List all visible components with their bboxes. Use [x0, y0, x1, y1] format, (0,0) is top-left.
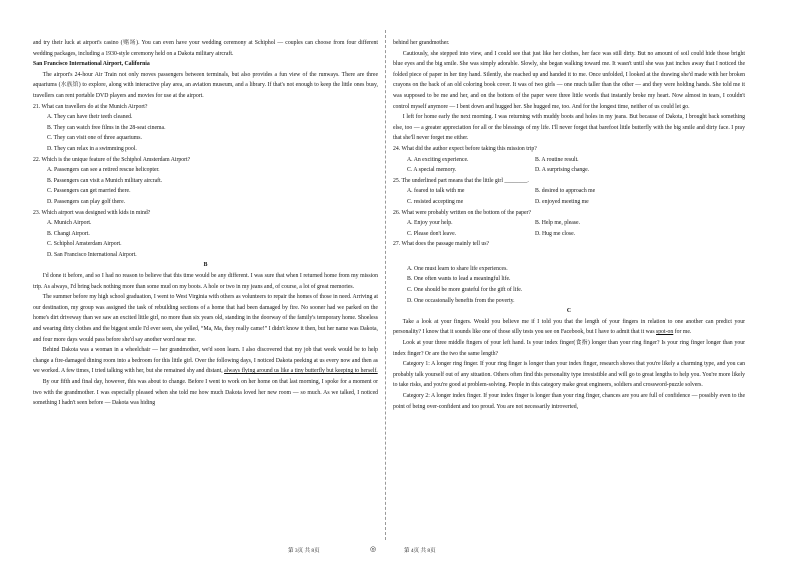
spacer [393, 250, 745, 264]
page-number-right: 第 4页 共 8页 [404, 548, 436, 554]
q26-option-c[interactable]: C. Please don't leave. [407, 230, 457, 237]
right-column [393, 38, 745, 412]
q27-option-d[interactable]: D. One occasionally benefits from the poverty. [407, 297, 515, 304]
q23-option-a[interactable]: A. Munich Airport. [47, 220, 92, 227]
q21-option-d[interactable]: D. They can relax in a swimming pool. [47, 145, 137, 152]
q26-option-d[interactable]: D. Hug me close. [535, 230, 576, 237]
passage-c-paragraph-2: Look at your three middle fingers of your left hand. Is your index finger(食指) longer than your ring finger? Is your ring finger longer than your index finger? Or are the two the same length? [393, 340, 745, 357]
q26-option-a[interactable]: A. Enjoy your help. [407, 220, 453, 227]
column-divider [385, 30, 386, 540]
section-c-heading: C [566, 308, 572, 315]
q25-options-2 [393, 197, 745, 208]
underlined-phrase: always flying around us like a tiny butterfly but keeping to herself. [224, 368, 378, 375]
passage-b-paragraph-1: I'd done it before, and so I had no reason to believe that this time would be any different. I was sure that when I returned home from my mission trip. As always, I'd bring back nothing more than some mud on my boots. A hole or two in my jeans and, of course, a lot of great memories. [33, 273, 378, 290]
page-number-left: 第 3页 共 8页 [288, 548, 320, 554]
question-22: 22. Which is the unique feature of the Schiphol Amsterdam Airport? [33, 156, 191, 163]
section-b-heading: B [203, 262, 208, 269]
question-21: 21. What can travellers do at the Munich Airport? [33, 103, 148, 110]
passage-b-paragraph-3-text: Behind Dakota was a woman in a wheelchair — her grandmother, we'd soon learn. I also discovered that my job that week would be to help change a fire-damaged dining room into a bedroom for this little girl. Over the following days, I noticed Dakota peeking at us every now and then as we worked. A few times, I tried talking with her, but she remained shy and distant, [33, 347, 378, 375]
q27-option-b[interactable]: B. One often wants to lead a meaningful life. [407, 276, 511, 283]
passage-b-paragraph-3 [33, 345, 378, 377]
q22-option-a[interactable]: A. Passengers can see a retired rescue helicopter. [47, 167, 160, 174]
q22-option-d[interactable]: D. Passengers can play golf there. [47, 198, 126, 205]
q24-option-c[interactable]: C. A special memory. [407, 167, 457, 174]
question-25: 25. The underlined part means that the little girl ________. [393, 177, 529, 184]
passage-b-paragraph-6: I left for home early the next morning. I was returning with muddy boots and holes in my jeans. But because of Dakota, I brought back something else, too — a greater appreciation for all or the blessings of my life. I'll never forget that barefoot little butterfly with the big smile and dirty face. I pray that she'll never forget me either. [393, 114, 745, 142]
passage-c-paragraph-1 [393, 317, 745, 338]
q25-option-c[interactable]: C. resisted accepting me [407, 198, 464, 205]
q26-options [393, 218, 745, 229]
question-24: 24. What did the author expect before taking this mission trip? [393, 145, 537, 152]
q21-option-c[interactable]: C. They can visit one of three aquariums. [47, 135, 142, 142]
q23-option-d[interactable]: D. San Francisco International Airport. [47, 251, 137, 258]
q23-option-c[interactable]: C. Schiphol Amsterdam Airport. [47, 241, 122, 248]
q21-option-b[interactable]: B. They can watch free films in the 28-seat cinema. [47, 124, 166, 131]
passage-c-paragraph-1-end: for me. [674, 329, 692, 336]
passage-c-paragraph-1-text: Take a look at your fingers. Would you believe me if I told you that the length of your fingers in relation to one another can predict your personality? I know that it sounds like one of those silly tests you see on Facebook, but I have to admit that it was [393, 318, 745, 336]
binding-mark-icon: ◎ [370, 545, 377, 553]
q24-option-b[interactable]: B. A routine result. [535, 156, 579, 163]
passage-b-paragraph-4: By our fifth and final day, however, this was about to change. Before I went to work on her home on that last morning, I spoke for a moment or two with the grandmother. I was especially pleased when she told me how much Dakota loved her new room — so much. As we talked, I noticed something I hadn't seen before — Dakota was hiding [33, 379, 378, 407]
q24-options [393, 155, 745, 166]
q25-options [393, 186, 745, 197]
q21-option-a[interactable]: A. They can have their teeth cleaned. [47, 114, 133, 121]
q25-option-a[interactable]: A. feared to talk with me [407, 188, 465, 195]
passage-b-paragraph-2: The summer before my high school graduation, I went to West Virginia with others as volunteers to repair the homes of those in need. Arriving at our destination, my group was assigned the task of rebuilding sections of a home that had been damaged by fire. No sooner had we parked on the home's dirt driveway than we saw an excited little girl, no more than six years old, standing in the doorway of the family's temporary home. Shoeless and wearing dirty clothes and the biggest smile I'd ever seen, she yelled, “Ma, Ma, they really came!” I didn't know it then, but her name was Dakota, and four more days would pass before she'd say another word near me. [33, 294, 378, 343]
passage-b-continued: behind her grandmother. [393, 40, 450, 46]
q24-option-d[interactable]: D. A surprising change. [535, 167, 590, 174]
q22-option-b[interactable]: B. Passengers can visit a Munich military aircraft. [47, 177, 163, 184]
underlined-word: spot-on [656, 329, 674, 336]
q25-option-d[interactable]: D. enjoyed meeting me [535, 198, 589, 205]
sf-airport-paragraph: The airport's 24-hour Air Train not only moves passengers between terminals, but also provides a fun view of the runways. There are three aquariums (水族馆) to explore, along with interactive play area, an aviation museum, and a library. If that's not enough to keep the little ones busy, travellers can rent portable DVD players and movies for use at the airport. [33, 71, 378, 99]
sf-airport-heading: San Francisco International Airport, California [33, 61, 150, 68]
passage-c-paragraph-4: Category 2: A longer index finger. If your index finger is longer than your ring finger, chances are you are full of confidence — possibly even to the point of being over-confident and too proud. You are not necessarily introverted, [393, 393, 745, 410]
q22-option-c[interactable]: C. Passengers can get married there. [47, 188, 131, 195]
q23-option-b[interactable]: B. Changi Airport. [47, 230, 90, 237]
q27-option-c[interactable]: C. One should be more grateful for the gift of life. [407, 287, 523, 294]
passage-b-paragraph-5: Cautiously, she stepped into view, and I could see that just like her clothes, her face was still dirty. But no amount of soil could hide those bright blue eyes and the big smile. She was simply adorable. Slowly, she began walking toward me. It wasn't until she was just inches away that I noticed the folded piece of paper in her tiny hand. Silently, she reached up and handed it to me. Once unfolded, I looked at the drawing she'd made with her broken crayons on the back of an old coloring book cover. It was of two girls — one much taller than the other — and they were holding hands. She told me it was supposed to be me and her, and on the bottom of the paper were three little words that instantly broke my heart. Now almost in tears, I couldn't control myself anymore — I bent down and hugged her. She hugged me, too. And for the longest time, neither of us could let go. [393, 50, 745, 110]
question-23: 23. Which airport was designed with kids in mind? [33, 209, 151, 216]
q25-option-b[interactable]: B. desired to approach me [535, 188, 596, 195]
left-column [33, 38, 378, 409]
q24-option-a[interactable]: A. An exciting experience. [407, 156, 469, 163]
page-footer [0, 546, 794, 556]
q24-options-2 [393, 165, 745, 176]
q26-options-2 [393, 229, 745, 240]
passage-c-paragraph-3: Category 1: A longer ring finger. If your ring finger is longer than your index finger, research shows that you're likely a charming type, and you can probably talk yourself out of any situation. Others often find this personality type irresistible and will go to great lengths to help you. You're more likely to take risks, and you're good at problem-solving. People in this category make great engineers, soldiers and crossword-puzzle solvers. [393, 361, 745, 389]
passage-a-ending: and try their luck at airport's casino (赌场). You can even have your wedding ceremony at Schiphol — couples can choose from four different wedding packages, including a 1930-style ceremony held on a Dakota military aircraft. [33, 40, 378, 57]
question-27: 27. What does the passage mainly tell us? [393, 241, 490, 248]
question-26: 26. What were probably written on the bottom of the paper? [393, 209, 532, 216]
q26-option-b[interactable]: B. Help me, please. [535, 220, 581, 227]
q27-option-a[interactable]: A. One must learn to share life experiences. [407, 265, 508, 272]
